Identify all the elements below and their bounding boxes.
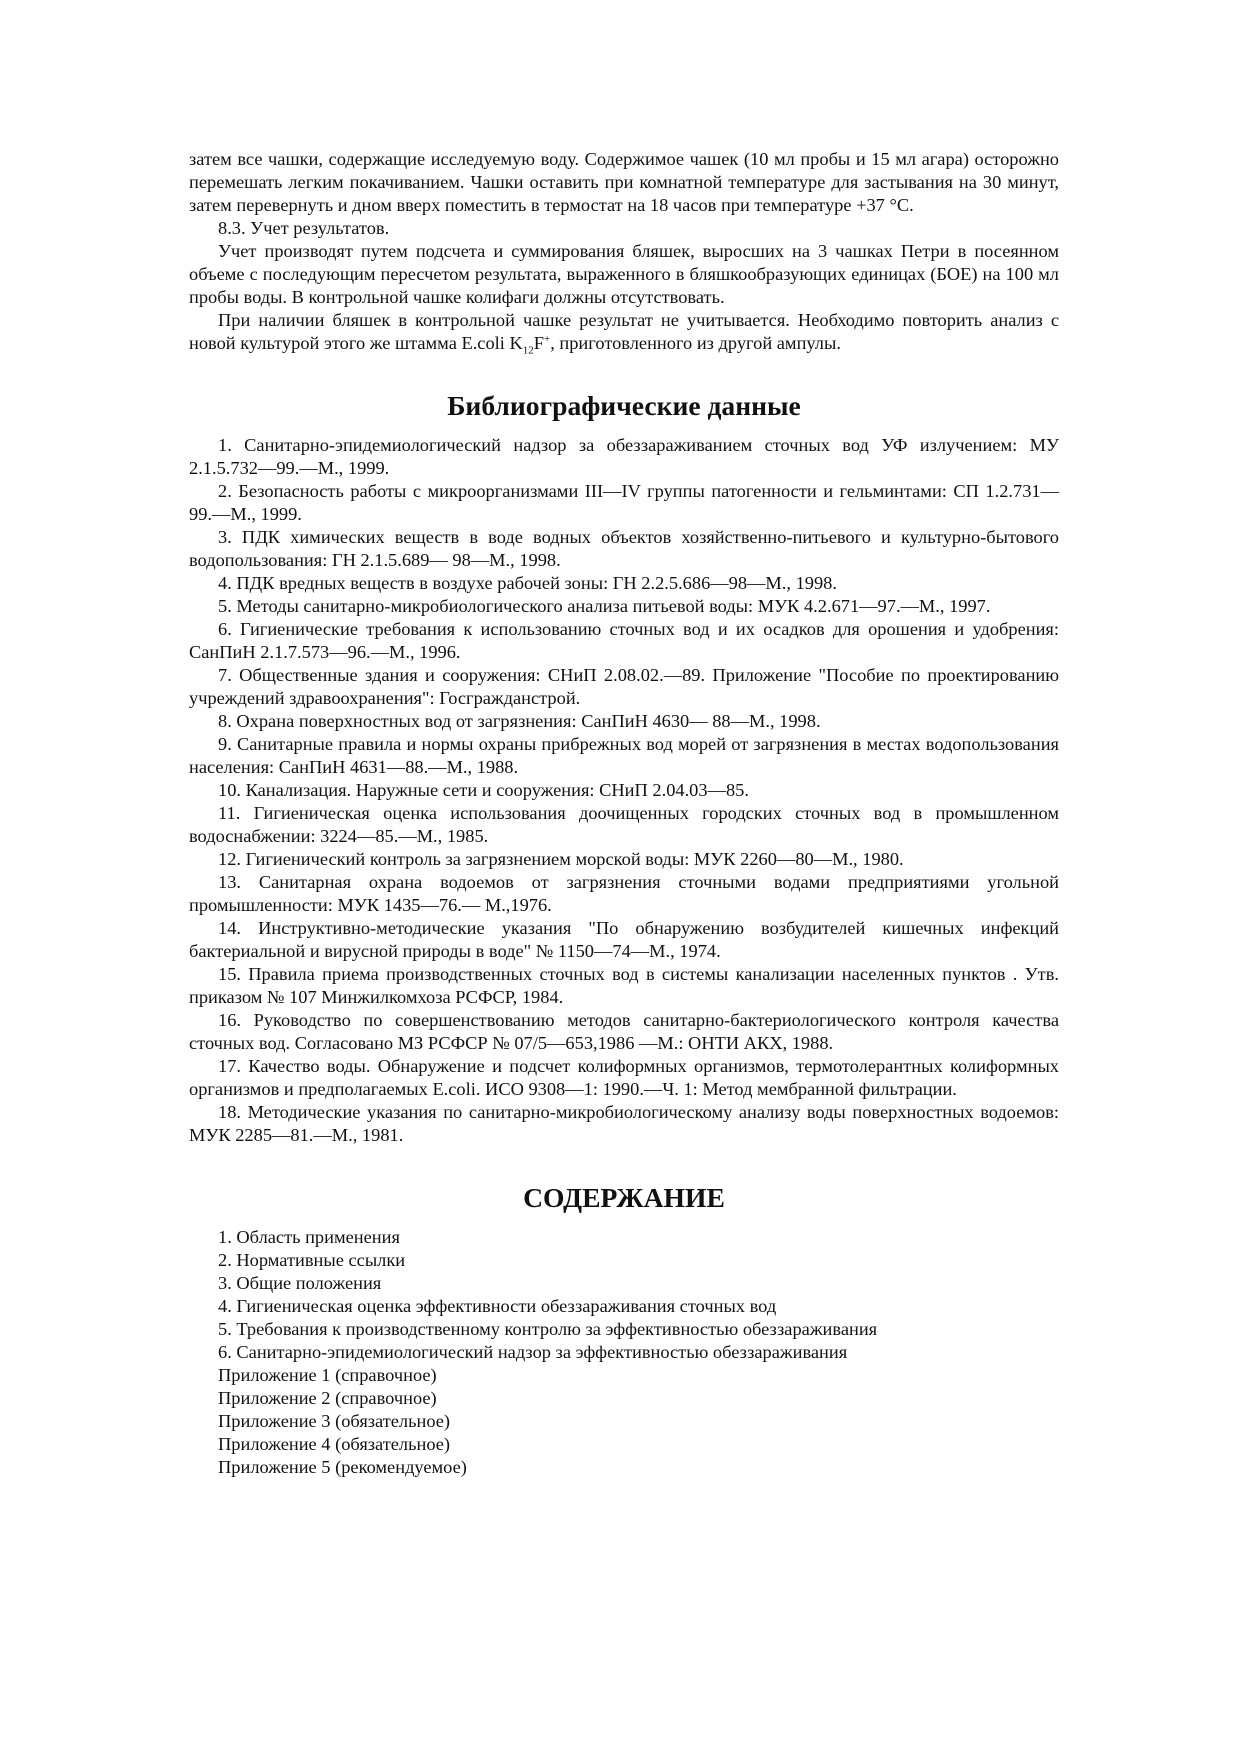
bibliography-item: 15. Правила приема производственных сточных вод в системы канализации населенных пунктов . Утв. приказом № 107 Минжилкомхоза РСФСР, 1984. <box>189 964 1059 1007</box>
contents-item: 6. Санитарно-эпидемиологический надзор за эффективностью обеззараживания <box>218 1342 848 1362</box>
bibliography-list <box>189 434 1059 1147</box>
contents-item: Приложение 5 (рекомендуемое) <box>218 1457 467 1477</box>
section-8-3-heading: 8.3. Учет результатов. <box>218 218 390 238</box>
bibliography-item: 1. Санитарно-эпидемиологический надзор за обеззараживанием сточных вод УФ излучением: МУ 2.1.5.732—99.—М., 1999. <box>189 435 1059 478</box>
contents-item: Приложение 3 (обязательное) <box>218 1411 451 1431</box>
bibliography-item: 14. Инструктивно-методические указания "По обнаружению возбудителей кишечных инфекций бактериальной и вирусной природы в воде" № 1150—74—М., 1974. <box>189 918 1059 961</box>
bibliography-item: 13. Санитарная охрана водоемов от загрязнения сточными водами предприятиями угольной промышленности: МУК 1435—76.— М.,1976. <box>189 872 1059 915</box>
bibliography-item: 11. Гигиеническая оценка использования доочищенных городских сточных вод в промышленном водоснабжении: 3224—85.—М., 1985. <box>189 803 1059 846</box>
document-page <box>189 148 1059 1479</box>
bibliography-item: 12. Гигиенический контроль за загрязнением морской воды: МУК 2260—80—М., 1980. <box>218 849 904 869</box>
contents-item: Приложение 2 (справочное) <box>218 1388 437 1408</box>
contents-item: Приложение 4 (обязательное) <box>218 1434 451 1454</box>
intro-paragraph-1: затем все чашки, содержащие исследуемую воду. Содержимое чашек (10 мл пробы и 15 мл агара) осторожно перемешать легким покачиванием. Чашки оставить при комнатной температуре для застывания на 30 минут, затем перевернуть и дном вверх поместить в термостат на 18 часов при температуре +37 °С. <box>189 149 1059 215</box>
contents-item: 3. Общие положения <box>218 1273 382 1293</box>
bibliography-item: 2. Безопасность работы с микроорганизмами III—IV группы патогенности и гельминтами: СП 1.2.731—99.—М., 1999. <box>189 481 1059 524</box>
bibliography-item: 3. ПДК химических веществ в воде водных объектов хозяйственно-питьевого и культурно-бытового водопользования: ГН 2.1.5.689— 98—М., 1998. <box>189 527 1059 570</box>
contents-item: 5. Требования к производственному контролю за эффективностью обеззараживания <box>218 1319 878 1339</box>
strain-superscript: + <box>543 332 551 345</box>
bibliography-item: 17. Качество воды. Обнаружение и подсчет колиформных организмов, термотолерантных колиформных организмов и предполагаемых E.coli. ИСО 9308—1: 1990.—Ч. 1: Метод мембранной фильтрации. <box>189 1056 1059 1099</box>
bibliography-item: 16. Руководство по совершенствованию методов санитарно-бактериологического контроля качества сточных вод. Согласовано МЗ РСФСР № 07/5—653,1986 —М.: ОНТИ АКХ, 1988. <box>189 1010 1059 1053</box>
intro-paragraph-4-end: , приготовленного из другой ампулы. <box>550 333 841 353</box>
contents-item: 1. Область применения <box>218 1227 400 1247</box>
strain-letter: F <box>533 333 544 353</box>
bibliography-item: 7. Общественные здания и сооружения: СНиП 2.08.02.—89. Приложение "Пособие по проектированию учреждений здравоохранения": Госгражданстрой. <box>189 665 1059 708</box>
contents-item: Приложение 1 (справочное) <box>218 1365 437 1385</box>
bibliography-item: 8. Охрана поверхностных вод от загрязнения: СанПиН 4630— 88—М., 1998. <box>218 711 821 731</box>
contents-item: 4. Гигиеническая оценка эффективности обеззараживания сточных вод <box>218 1296 777 1316</box>
bibliography-title: Библиографические данные <box>447 390 801 421</box>
bibliography-item: 10. Канализация. Наружные сети и сооружения: СНиП 2.04.03—85. <box>218 780 749 800</box>
contents-item: 2. Нормативные ссылки <box>218 1250 406 1270</box>
strain-subscript: 12 <box>522 344 534 357</box>
bibliography-item: 5. Методы санитарно-микробиологического анализа питьевой воды: МУК 4.2.671—97.—М., 1997. <box>218 596 991 616</box>
intro-paragraph-3: Учет производят путем подсчета и суммирования бляшек, выросших на 3 чашках Петри в посеянном объеме с последующим пересчетом результата, выраженного в бляшкообразующих единицах (БОЕ) на 100 мл пробы воды. В контрольной чашке колифаги должны отсутствовать. <box>189 241 1059 307</box>
contents-title: СОДЕРЖАНИЕ <box>523 1182 725 1213</box>
bibliography-item: 18. Методические указания по санитарно-микробиологическому анализу воды поверхностных водоемов: МУК 2285—81.—М., 1981. <box>189 1102 1059 1145</box>
bibliography-item: 4. ПДК вредных веществ в воздухе рабочей зоны: ГН 2.2.5.686—98—М., 1998. <box>218 573 837 593</box>
contents-list <box>189 1226 1059 1479</box>
intro-paragraph-4-start: При наличии бляшек в контрольной чашке результат не учитывается. Необходимо повторить анализ с новой культурой этого же штамма E.coli K <box>189 310 1059 353</box>
bibliography-item: 6. Гигиенические требования к использованию сточных вод и их осадков для орошения и удобрения: СанПиН 2.1.7.573—96.—М., 1996. <box>189 619 1059 662</box>
intro-paragraph-4 <box>189 309 1059 355</box>
bibliography-item: 9. Санитарные правила и нормы охраны прибрежных вод морей от загрязнения в местах водопользования населения: СанПиН 4631—88.—М., 1988. <box>189 734 1059 777</box>
